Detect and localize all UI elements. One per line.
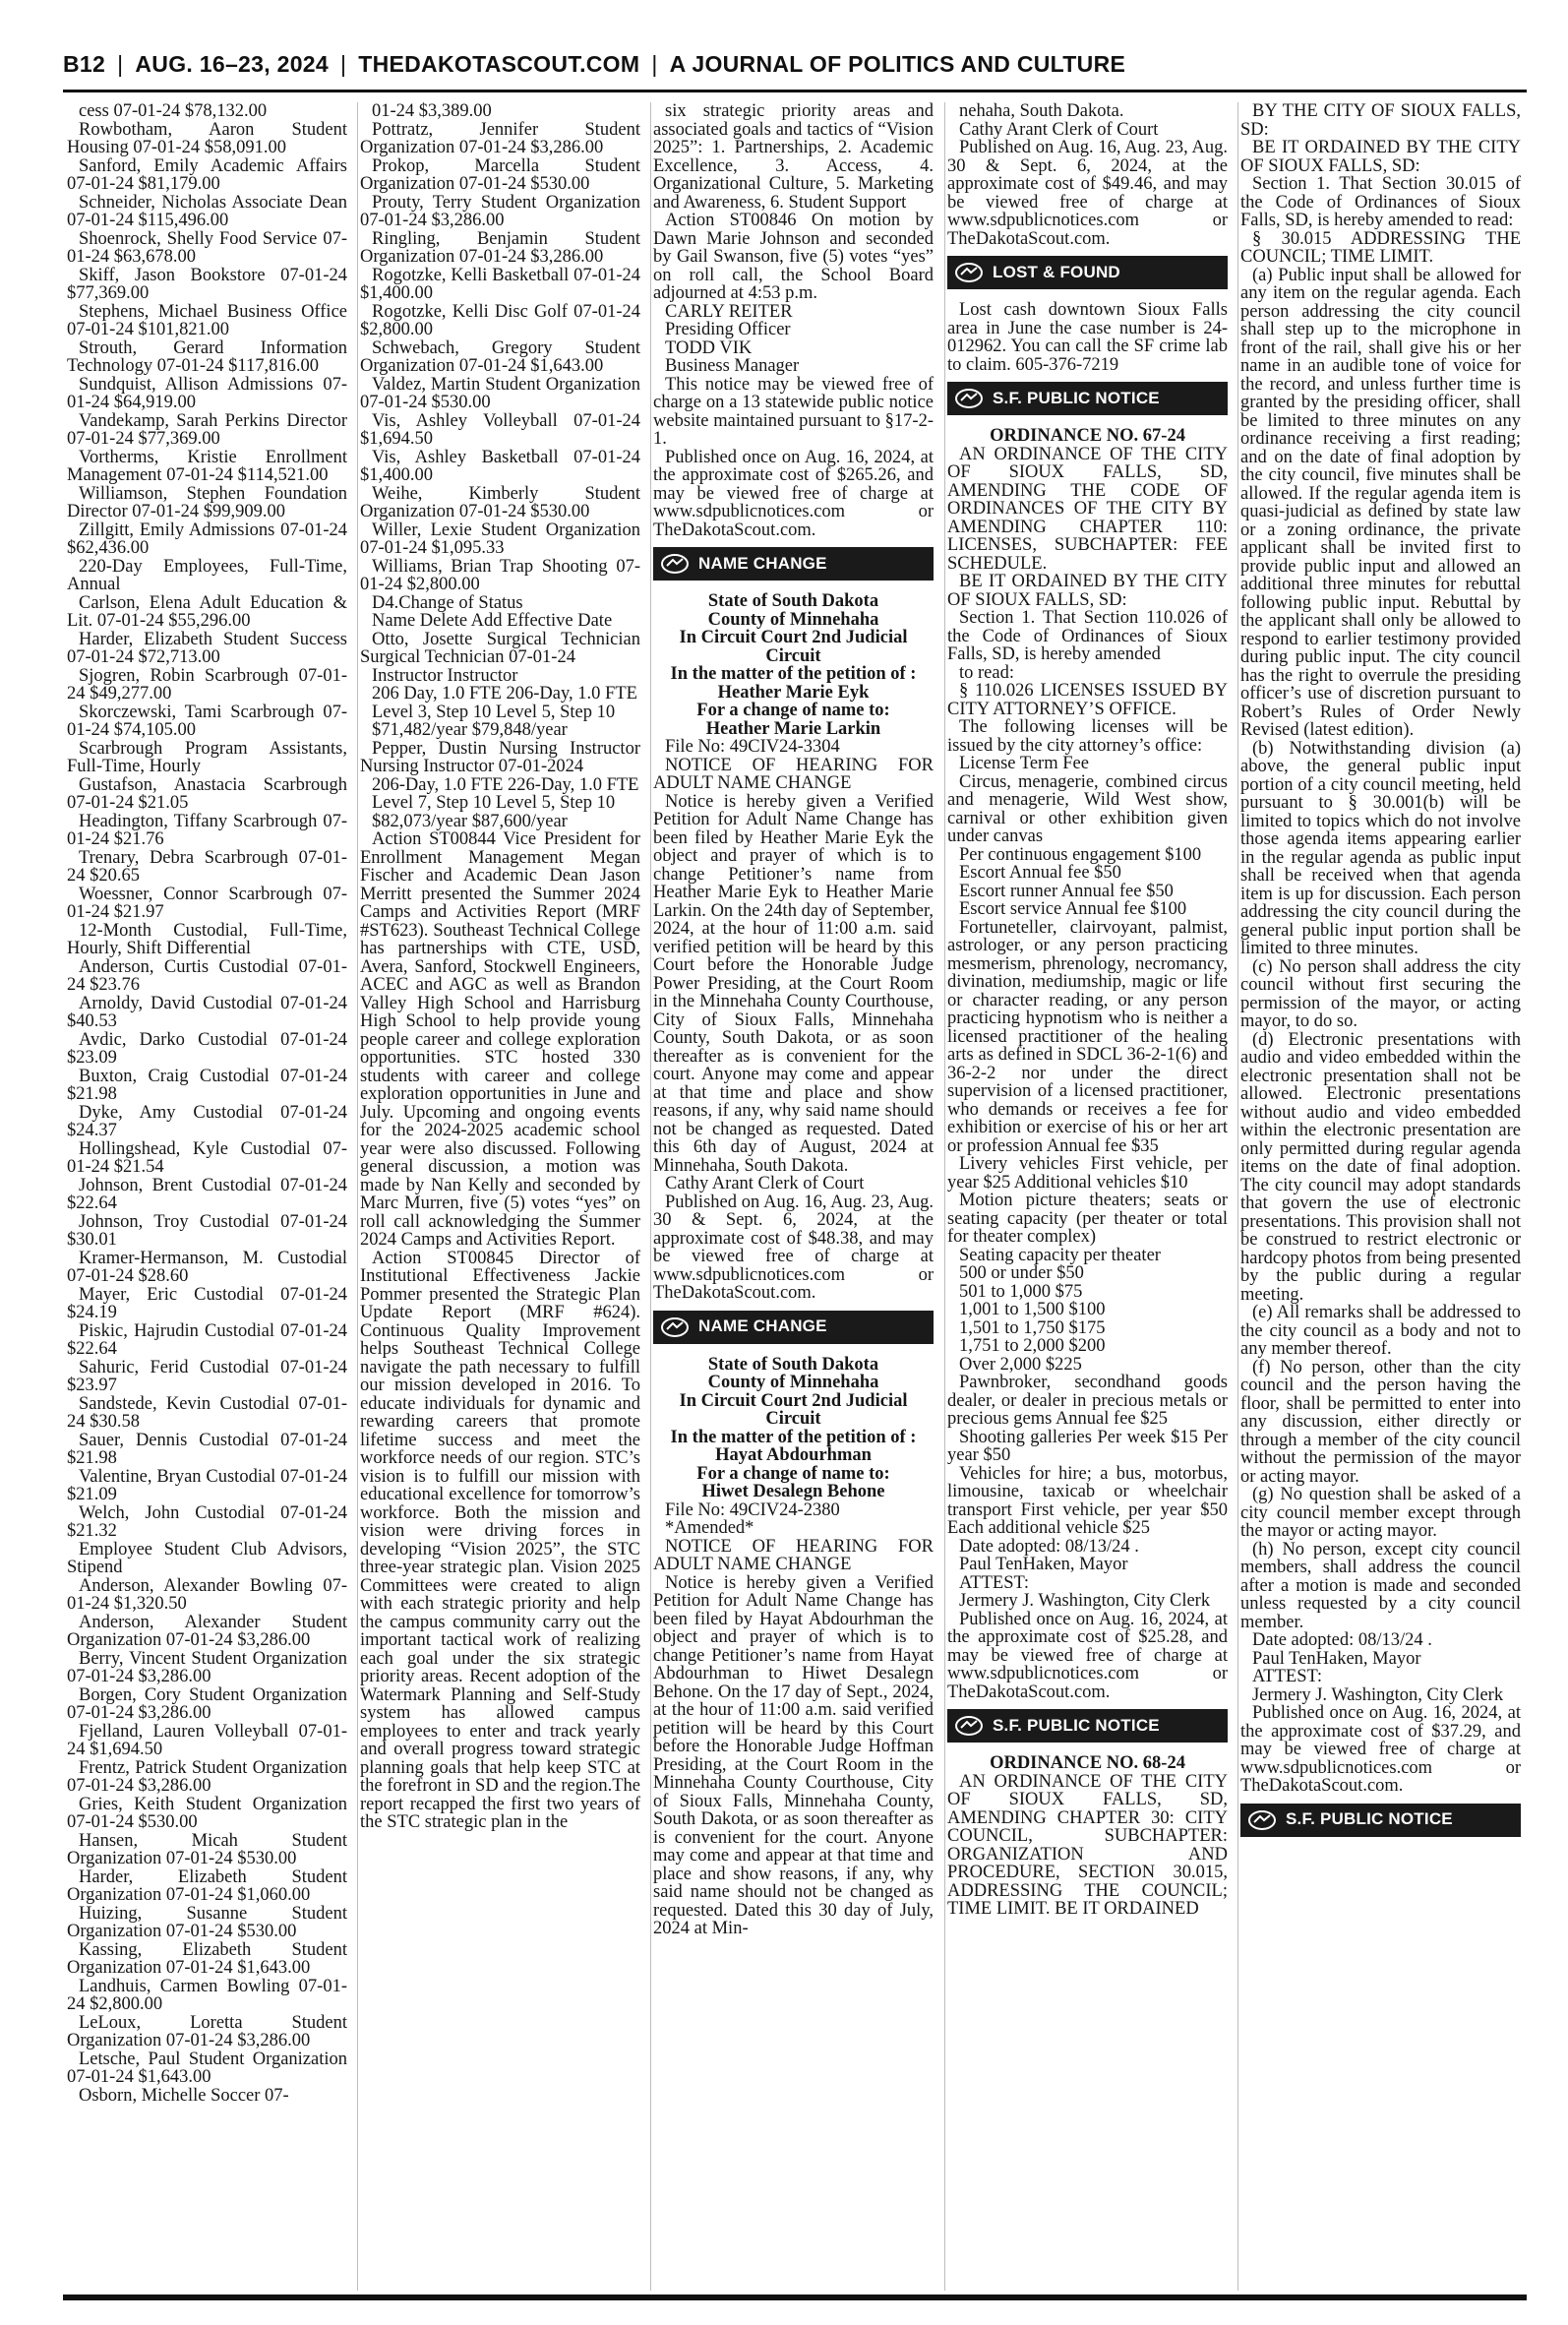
notice-paragraph: Buxton, Craig Custodial 07-01-24 $21.98 bbox=[67, 1066, 347, 1104]
notice-paragraph: Frentz, Patrick Student Organization 07-01-24 $3,286.00 bbox=[67, 1757, 347, 1796]
notice-paragraph: Mayer, Eric Custodial 07-01-24 $24.19 bbox=[67, 1284, 347, 1322]
notice-paragraph: Action ST00844 Vice President for Enrollment Management Megan Fischer and Academic Dean Jason Merritt presented the Summer 2024 Camps and Activities Report (MRF #ST623). Southeast Technical College has partnerships with CTE, USD, Avera, Sanford, Stockwell Engineers, ACEC and AGC as well as Brandon Valley High School and Harrisburg High School to help provide young people career and college exploration opportunities. STC hosted 330 students with career and college exploration opportunities in June and July. Upcoming and ongoing events for the 2024-2025 academic school year were also discussed. Following general discussion, a motion was made by Nan Kelly and seconded by Marc Murren, five (5) votes “yes” on roll call acknowledging the Summer 2024 Camps and Activities Report. bbox=[360, 829, 640, 1250]
section-title: NAME CHANGE bbox=[698, 1316, 827, 1336]
notice-paragraph: Sundquist, Allison Admissions 07-01-24 $64,919.00 bbox=[67, 374, 347, 412]
sf-public-notice-header bbox=[1240, 1804, 1521, 1837]
notice-paragraph: Willer, Lexie Student Organization 07-01-24 $1,095.33 bbox=[360, 520, 640, 558]
notice-paragraph: Sandstede, Kevin Custodial 07-01-24 $30.58 bbox=[67, 1393, 347, 1432]
notice-paragraph: (d) Electronic presentations with audio and video embedded within the electronic presentation shall not be allowed. Electronic presentations without audio and video embedded within the electronic presentation are only permitted during regular agenda items on the date of final adoption. The city council may adopt standards that govern the use of electronic presentations. This provision shall not be construed to restrict electronic or hardcopy photos from being presented by the public during a regular meeting. bbox=[1240, 1029, 1521, 1305]
notice-paragraph: Pottratz, Jennifer Student Organization 07-01-24 $3,286.00 bbox=[360, 119, 640, 157]
notice-paragraph: nehaha, South Dakota. bbox=[959, 102, 1124, 121]
notice-paragraph: TODD VIK bbox=[665, 337, 753, 358]
sf-public-notice-header bbox=[947, 1709, 1228, 1743]
notice-paragraph: Schwebach, Gregory Student Organization 07-01-24 $1,643.00 bbox=[360, 337, 640, 376]
c3b-list bbox=[653, 738, 934, 1303]
scout-logo-icon bbox=[659, 552, 691, 576]
notice-paragraph: 1,751 to 2,000 $200 bbox=[959, 1336, 1106, 1356]
notice-paragraph: Hiwet Desalegn Behone bbox=[701, 1482, 885, 1501]
notice-paragraph: Scarbrough Program Assistants, Full-Time, Hourly bbox=[67, 738, 347, 776]
notice-paragraph: Zillgitt, Emily Admissions 07-01-24 $62,436.00 bbox=[67, 520, 347, 558]
notice-paragraph: Action ST00846 On motion by Dawn Marie Johnson and seconded by Gail Swanson, five (5) votes “yes” on roll call, the School Board adjourned at 4:53 p.m. bbox=[653, 211, 934, 303]
notice-paragraph: For a change of name to: bbox=[696, 701, 890, 720]
notice-paragraph: For a change of name to: bbox=[696, 1463, 890, 1484]
notice-paragraph: Johnson, Troy Custodial 07-01-24 $30.01 bbox=[67, 1211, 347, 1250]
notice-paragraph: $82,073/year $87,600/year bbox=[372, 811, 568, 831]
notice-paragraph: Presiding Officer bbox=[665, 320, 791, 339]
notice-paragraph: Prouty, Terry Student Organization 07-01-24 $3,286.00 bbox=[360, 192, 640, 230]
notice-paragraph: Kassing, Elizabeth Student Organization 07-01-24 $1,643.00 bbox=[67, 1939, 347, 1978]
notice-paragraph: (b) Notwithstanding division (a) above, the general public input portion of a city council meeting, held pursuant to § 30.001(b) will be limited to topics which do not involve those agenda items appearing earlier in the regular agenda as public input shall be received when that agenda item is up for discussion. Each person addressing the city council during the general public input portion shall be limited to three minutes. bbox=[1240, 738, 1521, 958]
notice-paragraph: § 110.026 LICENSES ISSUED BY CITY ATTORNEY’S OFFICE. bbox=[947, 681, 1228, 719]
notice-paragraph: County of Minnehaha bbox=[707, 609, 879, 630]
masthead: B12 | AUG. 16–23, 2024 | THEDAKOTASCOUT.COM | A JOURNAL OF POLITICS AND CULTURE bbox=[63, 51, 1126, 77]
notice-paragraph: Lost cash downtown Sioux Falls area in June the case number is 24-012962. You can call the SF crime lab to claim. 605-376-7219 bbox=[947, 300, 1228, 375]
notice-paragraph: Livery vehicles First vehicle, per year $25 Additional vehicles $10 bbox=[947, 1154, 1228, 1193]
notice-paragraph: AN ORDINANCE OF THE CITY OF SIOUX FALLS, SD, AMENDING THE CODE OF ORDINANCES OF THE CITY BY AMENDING CHAPTER 110: LICENSES, SUBCHAPTER: FEE SCHEDULE. bbox=[947, 444, 1228, 574]
notice-paragraph: NOTICE OF HEARING FOR ADULT NAME CHANGE bbox=[653, 1536, 934, 1574]
notice-paragraph: $71,482/year $79,848/year bbox=[372, 720, 568, 740]
notice-paragraph: *Amended* bbox=[665, 1518, 754, 1538]
notice-paragraph: Published once on Aug. 16, 2024, at the approximate cost of $265.26, and may be viewed free of charge at www.sdpublicnotices.com or TheDakotaScout.com. bbox=[653, 447, 934, 540]
notice-paragraph: Vortherms, Kristie Enrollment Management 07-01-24 $114,521.00 bbox=[67, 447, 347, 485]
notice-paragraph: ATTEST: bbox=[1252, 1667, 1323, 1686]
page-number: B12 bbox=[63, 51, 106, 77]
notice-paragraph: Otto, Josette Surgical Technician Surgical Technician 07-01-24 bbox=[360, 629, 640, 667]
notice-paragraph: Skorczewski, Tami Scarbrough 07-01-24 $74,105.00 bbox=[67, 702, 347, 740]
notice-paragraph: Arnoldy, David Custodial 07-01-24 $40.53 bbox=[67, 993, 347, 1031]
notice-paragraph: Over 2,000 $225 bbox=[959, 1354, 1082, 1375]
notice-paragraph: 12-Month Custodial, Full-Time, Hourly, Shift Differential bbox=[67, 920, 347, 958]
notice-paragraph: cess 07-01-24 $78,132.00 bbox=[79, 102, 268, 121]
notice-paragraph: Level 3, Step 10 Level 5, Step 10 bbox=[372, 702, 616, 722]
column-4 bbox=[947, 102, 1228, 2291]
notice-paragraph: Circus, menagerie, combined circus and menagerie, Wild West show, carnival or other exhibition given under canvas bbox=[947, 771, 1228, 846]
notice-paragraph: Headington, Tiffany Scarbrough 07-01-24 $21.76 bbox=[67, 811, 347, 849]
notice-paragraph: Shooting galleries Per week $15 Per year $50 bbox=[947, 1427, 1228, 1465]
notice-paragraph: AN ORDINANCE OF THE CITY OF SIOUX FALLS, SD, AMENDING CHAPTER 30: CITY COUNCIL, SUBCHAPTER: ORGANIZATION AND PROCEDURE, SECTION 30.015, ADDRESSING THE COUNCIL; TIME LIMIT. BE IT ORDAINED bbox=[947, 1771, 1228, 1919]
c1-list bbox=[67, 102, 347, 2105]
notice-paragraph: ATTEST: bbox=[959, 1572, 1030, 1593]
notice-paragraph: Section 1. That Section 30.015 of the Code of Ordinances of Sioux Falls, SD, is hereby amended to read: bbox=[1240, 174, 1521, 230]
notice-paragraph: Ringling, Benjamin Student Organization 07-01-24 $3,286.00 bbox=[360, 228, 640, 267]
c4d-list bbox=[947, 1773, 1228, 1919]
notice-paragraph: In Circuit Court 2nd Judicial Circuit bbox=[679, 1390, 908, 1429]
notice-paragraph: File No: 49CIV24-3304 bbox=[665, 737, 840, 757]
notice-paragraph: Prokop, Marcella Student Organization 07-01-24 $530.00 bbox=[360, 155, 640, 194]
notice-paragraph: Avdic, Darko Custodial 07-01-24 $23.09 bbox=[67, 1029, 347, 1068]
notice-paragraph: 1,501 to 1,750 $175 bbox=[959, 1317, 1106, 1338]
c4c-list bbox=[947, 446, 1228, 1702]
c3c-list bbox=[653, 1501, 934, 1938]
notice-paragraph: Williams, Brian Trap Shooting 07-01-24 $2,800.00 bbox=[360, 556, 640, 594]
notice-paragraph: Anderson, Curtis Custodial 07-01-24 $23.76 bbox=[67, 956, 347, 995]
notice-paragraph: Stephens, Michael Business Office 07-01-24 $101,821.00 bbox=[67, 301, 347, 339]
notice-paragraph: Published once on Aug. 16, 2024, at the approximate cost of $25.28, and may be viewed free of charge at www.sdpublicnotices.com or TheDakotaScout.com. bbox=[947, 1609, 1228, 1702]
notice-paragraph: Harder, Elizabeth Student Success 07-01-24 $72,713.00 bbox=[67, 629, 347, 667]
notice-paragraph: CARLY REITER bbox=[665, 301, 793, 322]
notice-paragraph: 500 or under $50 bbox=[959, 1263, 1084, 1283]
notice-paragraph: In the matter of the petition of : bbox=[670, 664, 917, 684]
notice-paragraph: Motion picture theaters; seats or seating capacity (per theater or total for theater complex) bbox=[947, 1191, 1228, 1247]
section-title: S.F. PUBLIC NOTICE bbox=[1286, 1809, 1453, 1829]
column-divider bbox=[650, 102, 651, 2291]
notice-paragraph: Rogotzke, Kelli Disc Golf 07-01-24 $2,800.00 bbox=[360, 301, 640, 339]
notice-paragraph: In Circuit Court 2nd Judicial Circuit bbox=[679, 628, 908, 666]
notice-paragraph: Instructor Instructor bbox=[372, 665, 518, 686]
notice-paragraph: Jermery J. Washington, City Clerk bbox=[1252, 1684, 1504, 1705]
notice-paragraph: Section 1. That Section 110.026 of the Code of Ordinances of Sioux Falls, SD, is hereby amended bbox=[947, 608, 1228, 664]
notice-paragraph: NOTICE OF HEARING FOR ADULT NAME CHANGE bbox=[653, 755, 934, 793]
scout-logo-icon bbox=[953, 261, 985, 284]
notice-paragraph: Published on Aug. 16, Aug. 23, Aug. 30 & Sept. 6, 2024, at the approximate cost of $49.46, and may be viewed free of charge at www.sdpublicnotices.com or TheDakotaScout.com. bbox=[947, 138, 1228, 249]
notice-paragraph: Sauer, Dennis Custodial 07-01-24 $21.98 bbox=[67, 1430, 347, 1468]
c4b-list bbox=[947, 301, 1228, 374]
notice-paragraph: (g) No question shall be asked of a city council member except through the mayor or acting mayor. bbox=[1240, 1485, 1521, 1541]
notice-paragraph: Vandekamp, Sarah Perkins Director 07-01-24 $77,369.00 bbox=[67, 410, 347, 449]
notice-paragraph: Anderson, Alexander Student Organization 07-01-24 $3,286.00 bbox=[67, 1612, 347, 1650]
notice-paragraph: Notice is hereby given a Verified Petition for Adult Name Change has been filed by Hayat Abdourhman the object and prayer of which is to change Petitioner’s name from Hayat Abdourhman to Hiwet Desalegn Behone. On the 17 day of Sept., 2024, at the hour of 11:00 a.m. said verified petition will be heard by this Court before the Honorable Judge Hoffman Presiding, at the Court Room in the Minnehaha County Courthouse, City of Sioux Falls, Minnehaha County, South Dakota, or as soon thereafter as is convenient for the court. Anyone may come and appear at that time and place and show reasons, if any, why said name should not be changed as requested. Dated this 30 day of July, 2024 at Min- bbox=[653, 1572, 934, 1938]
notice-paragraph: (c) No person shall address the city council without first securing the permission of the mayor, or acting mayor, to do so. bbox=[1240, 956, 1521, 1031]
notice-paragraph: State of South Dakota bbox=[707, 1354, 879, 1375]
section-title: S.F. PUBLIC NOTICE bbox=[993, 1715, 1160, 1735]
c5-list bbox=[1240, 102, 1521, 1796]
notice-paragraph: County of Minnehaha bbox=[707, 1373, 879, 1392]
notice-paragraph: Welch, John Custodial 07-01-24 $21.32 bbox=[67, 1502, 347, 1541]
notice-paragraph: BY THE CITY OF SIOUX FALLS, SD: bbox=[1240, 102, 1521, 140]
notice-paragraph: Published once on Aug. 16, 2024, at the approximate cost of $37.29, and may be viewed free of charge at www.sdpublicnotices.com or TheDakotaScout.com. bbox=[1240, 1703, 1521, 1796]
notice-paragraph: Sjogren, Robin Scarbrough 07-01-24 $49,277.00 bbox=[67, 665, 347, 704]
notice-paragraph: BE IT ORDAINED BY THE CITY OF SIOUX FALLS, SD: bbox=[1240, 138, 1521, 176]
notice-paragraph: Skiff, Jason Bookstore 07-01-24 $77,369.00 bbox=[67, 265, 347, 303]
notice-paragraph: Rogotzke, Kelli Basketball 07-01-24 $1,400.00 bbox=[360, 265, 640, 303]
notice-paragraph: Hansen, Micah Student Organization 07-01-24 $530.00 bbox=[67, 1830, 347, 1868]
scout-logo-icon bbox=[1246, 1808, 1278, 1832]
notice-paragraph: Fjelland, Lauren Volleyball 07-01-24 $1,694.50 bbox=[67, 1721, 347, 1759]
notice-paragraph: six strategic priority areas and associated goals and tactics of “Vision 2025”: 1. Partnerships, 2. Academic Excellence, 3. Access, 4. Organizational Culture, 5. Marketing and Awareness, 6. Student Support bbox=[653, 102, 934, 213]
notice-paragraph: Date adopted: 08/13/24 . bbox=[1252, 1630, 1432, 1650]
notice-paragraph: (f) No person, other than the city council and the person having the floor, shall be permitted to enter into any discussion, either directly or through a member of the city council without the permission of the mayor or acting mayor. bbox=[1240, 1357, 1521, 1487]
column-1 bbox=[67, 102, 347, 2291]
ordinance-title: ORDINANCE NO. 68-24 bbox=[990, 1753, 1185, 1773]
notice-paragraph: Sahuric, Ferid Custodial 07-01-24 $23.97 bbox=[67, 1357, 347, 1395]
notice-paragraph: LeLoux, Loretta Student Organization 07-01-24 $3,286.00 bbox=[67, 2012, 347, 2050]
notice-paragraph: Name Delete Add Effective Date bbox=[372, 611, 613, 631]
notice-paragraph: Vis, Ashley Volleyball 07-01-24 $1,694.50 bbox=[360, 410, 640, 449]
notice-paragraph: Piskic, Hajrudin Custodial 07-01-24 $22.64 bbox=[67, 1320, 347, 1359]
section-title: S.F. PUBLIC NOTICE bbox=[993, 388, 1160, 407]
column-divider bbox=[357, 102, 358, 2291]
scout-logo-icon bbox=[953, 1714, 985, 1738]
notice-paragraph: 220-Day Employees, Full-Time, Annual bbox=[67, 556, 347, 594]
notice-paragraph: Notice is hereby given a Verified Petition for Adult Name Change has been filed by Heather Marie Eyk the object and prayer of which is to change Petitioner’s name from Heather Marie Eyk to Heather Marie Larkin. On the 24th day of September, 2024, at the hour of 11:00 a.m. said verified petition will be heard by this Court before the Honorable Judge Power Presiding, at the Court Room in the Minnehaha County Courthouse, City of Sioux Falls, Minnehaha County, South Dakota, or as soon thereafter as is convenient for the court. Anyone may come and appear at that time and place and show reasons, if any, why said name should not be changed as requested. Dated this 6th day of August, 2024 at Minnehaha, South Dakota. bbox=[653, 791, 934, 1176]
notice-paragraph: Cathy Arant Clerk of Court bbox=[959, 119, 1159, 140]
notice-paragraph: Gustafson, Anastacia Scarbrough 07-01-24 $21.05 bbox=[67, 774, 347, 813]
notice-paragraph: Paul TenHaken, Mayor bbox=[1252, 1648, 1421, 1669]
notice-paragraph: 206 Day, 1.0 FTE 206-Day, 1.0 FTE bbox=[372, 684, 637, 704]
notice-paragraph: In the matter of the petition of : bbox=[670, 1427, 917, 1447]
notice-paragraph: Heather Marie Larkin bbox=[705, 718, 881, 739]
notice-paragraph: Shoenrock, Shelly Food Service 07-01-24 $63,678.00 bbox=[67, 228, 347, 267]
c3c-head bbox=[653, 1356, 934, 1501]
notice-paragraph: Weihe, Kimberly Student Organization 07-01-24 $530.00 bbox=[360, 483, 640, 521]
notice-paragraph: Berry, Vincent Student Organization 07-01-24 $3,286.00 bbox=[67, 1648, 347, 1686]
notice-paragraph: D4.Change of Status bbox=[372, 592, 523, 613]
notice-paragraph: Trenary, Debra Scarbrough 07-01-24 $20.65 bbox=[67, 847, 347, 886]
notice-paragraph: Jermery J. Washington, City Clerk bbox=[959, 1591, 1211, 1611]
notice-paragraph: Strouth, Gerard Information Technology 07-01-24 $117,816.00 bbox=[67, 337, 347, 376]
notice-paragraph: Per continuous engagement $100 bbox=[959, 844, 1202, 865]
notice-paragraph: Cathy Arant Clerk of Court bbox=[665, 1174, 865, 1193]
notice-paragraph: Woessner, Connor Scarbrough 07-01-24 $21.97 bbox=[67, 884, 347, 922]
issue-date: AUG. 16–23, 2024 bbox=[135, 51, 329, 77]
notice-paragraph: Escort service Annual fee $100 bbox=[959, 899, 1187, 919]
notice-paragraph: Seating capacity per theater bbox=[959, 1245, 1161, 1265]
notice-paragraph: Hayat Abdourhman bbox=[715, 1445, 872, 1465]
column-5 bbox=[1240, 102, 1521, 2291]
notice-paragraph: BE IT ORDAINED BY THE CITY OF SIOUX FALLS, SD: bbox=[947, 572, 1228, 610]
notice-paragraph: Huizing, Susanne Student Organization 07-01-24 $530.00 bbox=[67, 1903, 347, 1941]
notice-paragraph: to read: bbox=[959, 662, 1014, 683]
section-title: LOST & FOUND bbox=[993, 262, 1120, 281]
notice-paragraph: Osborn, Michelle Soccer 07- bbox=[79, 2085, 289, 2106]
c3a-list bbox=[653, 102, 934, 539]
column-divider bbox=[1237, 102, 1238, 2291]
tagline: A JOURNAL OF POLITICS AND CULTURE bbox=[669, 51, 1126, 77]
footer-rule bbox=[63, 2294, 1527, 2300]
notice-paragraph: Rowbotham, Aaron Student Housing 07-01-24 $58,091.00 bbox=[67, 119, 347, 157]
notice-paragraph: Vehicles for hire; a bus, motorbus, limousine, taxicab or wheelchair transport First vehicle, per year $50 Each additional vehicle $25 bbox=[947, 1463, 1228, 1538]
notice-paragraph: State of South Dakota bbox=[707, 591, 879, 611]
column-divider bbox=[944, 102, 945, 2291]
notice-paragraph: Letsche, Paul Student Organization 07-01-24 $1,643.00 bbox=[67, 2049, 347, 2087]
notice-paragraph: Harder, Elizabeth Student Organization 07-01-24 $1,060.00 bbox=[67, 1866, 347, 1905]
notice-paragraph: (h) No person, except city council members, shall address the council after a motion is made and seconded unless requested by a city council member. bbox=[1240, 1539, 1521, 1632]
notice-paragraph: Schneider, Nicholas Associate Dean 07-01-24 $115,496.00 bbox=[67, 192, 347, 230]
notice-paragraph: The following licenses will be issued by the city attorney’s office: bbox=[947, 717, 1228, 756]
notice-paragraph: License Term Fee bbox=[959, 754, 1089, 773]
notice-paragraph: Kramer-Hermanson, M. Custodial 07-01-24 $28.60 bbox=[67, 1248, 347, 1286]
notice-paragraph: Action ST00845 Director of Institutional Effectiveness Jackie Pommer presented the Strategic Plan Update Report (MRF #624). Continuous Quality Improvement helps Southeast Technical College navigate the path necessary to fulfill our mission developed in 2016. To educate individuals for dynamic and rewarding careers that promote lifetime success and meet the workforce needs of our region. STC’s vision is to fulfill our mission with educational excellence for tomorrow’s workforce. Both the mission and vision were driving forces in developing “Vision 2025”, the STC three-year strategic plan. Vision 2025 Committees were created to align with each strategic priority and help the campus community carry out the important tactical work of realizing each goal under the six strategic priority areas. Recent adoption of the Watermark Planning and Self-Study system has allowed campus employees to enter and track yearly and overall progress toward strategic planning goals that help keep STC at the forefront in SD and the region.The report recapped the first two years of the STC strategic plan in the bbox=[360, 1248, 640, 1832]
notice-paragraph: Gries, Keith Student Organization 07-01-24 $530.00 bbox=[67, 1794, 347, 1832]
notice-paragraph: (e) All remarks shall be addressed to the city council as a body and not to any member thereof. bbox=[1240, 1303, 1521, 1359]
notice-paragraph: Pawnbroker, secondhand goods dealer, or dealer in precious metals or precious gems Annual fee $25 bbox=[947, 1373, 1228, 1429]
ordinance-title: ORDINANCE NO. 67-24 bbox=[990, 426, 1185, 446]
notice-paragraph: Hollingshead, Kyle Custodial 07-01-24 $21.54 bbox=[67, 1138, 347, 1177]
notice-paragraph: Carlson, Elena Adult Education & Lit. 07-01-24 $55,296.00 bbox=[67, 592, 347, 631]
column-2 bbox=[360, 102, 640, 2291]
notice-paragraph: Fortuneteller, clairvoyant, palmist, astrologer, or any person practicing mesmerism, phrenology, necromancy, divination, mediumship, magic or life or character reading, or any person practicing hypnotism who is neither a licensed practitioner of the healing arts as defined in SDCL 36-2-1(6) and 36-2-2 nor under the direct supervision of a licensed practitioner, who demands or receives a fee for exhibition or exercise of his or her art or profession Annual fee $35 bbox=[947, 917, 1228, 1156]
notice-paragraph: Williamson, Stephen Foundation Director 07-01-24 $99,909.00 bbox=[67, 483, 347, 521]
c2-list bbox=[360, 102, 640, 1832]
notice-paragraph: Paul TenHaken, Mayor bbox=[959, 1555, 1128, 1574]
notice-paragraph: § 30.015 ADDRESSING THE COUNCIL; TIME LIMIT. bbox=[1240, 228, 1521, 267]
notice-paragraph: Anderson, Alexander Bowling 07-01-24 $1,320.50 bbox=[67, 1575, 347, 1614]
notice-paragraph: Vis, Ashley Basketball 07-01-24 $1,400.00 bbox=[360, 447, 640, 485]
notice-paragraph: 1,001 to 1,500 $100 bbox=[959, 1300, 1106, 1319]
masthead-rule bbox=[63, 90, 1527, 92]
notice-paragraph: Sanford, Emily Academic Affairs 07-01-24 $81,179.00 bbox=[67, 155, 347, 194]
notice-paragraph: Pepper, Dustin Nursing Instructor Nursing Instructor 07-01-2024 bbox=[360, 738, 640, 776]
notice-paragraph: This notice may be viewed free of charge on a 13 statewide public notice website maintained pursuant to §17-2-1. bbox=[653, 374, 934, 449]
section-title: NAME CHANGE bbox=[698, 553, 827, 573]
notice-paragraph: Date adopted: 08/13/24 . bbox=[959, 1536, 1139, 1557]
c3b-head bbox=[653, 592, 934, 738]
notice-paragraph: Employee Student Club Advisors, Stipend bbox=[67, 1539, 347, 1577]
c4a-list bbox=[947, 102, 1228, 248]
scout-logo-icon bbox=[659, 1315, 691, 1339]
notice-paragraph: Published on Aug. 16, Aug. 23, Aug. 30 & Sept. 6, 2024, at the approximate cost of $48.38, and may be viewed free of charge at www.sdpublicnotices.com or TheDakotaScout.com. bbox=[653, 1192, 934, 1303]
notice-paragraph: Escort Annual fee $50 bbox=[959, 863, 1121, 883]
notice-paragraph: Dyke, Amy Custodial 07-01-24 $24.37 bbox=[67, 1102, 347, 1140]
notice-paragraph: Landhuis, Carmen Bowling 07-01-24 $2,800.00 bbox=[67, 1976, 347, 2014]
notice-paragraph: File No: 49CIV24-2380 bbox=[665, 1499, 840, 1520]
notice-paragraph: Valentine, Bryan Custodial 07-01-24 $21.09 bbox=[67, 1466, 347, 1504]
notice-paragraph: Level 7, Step 10 Level 5, Step 10 bbox=[372, 793, 616, 813]
name-change-header bbox=[653, 547, 934, 581]
notice-paragraph: 01-24 $3,389.00 bbox=[372, 102, 492, 121]
notice-paragraph: Escort runner Annual fee $50 bbox=[959, 881, 1174, 901]
notice-paragraph: Heather Marie Eyk bbox=[717, 682, 870, 703]
notice-paragraph: Borgen, Cory Student Organization 07-01-24 $3,286.00 bbox=[67, 1684, 347, 1723]
notice-paragraph: (a) Public input shall be allowed for any item on the regular agenda. Each person addressing the city council shall step up to the microphone in front of the rail, shall give his or her name in an audible tone of voice for the record, and unless further time is granted by the presiding officer, shall be limited to three minutes on any ordinance receiving a first reading; and on the date of final adoption by the city council, five minutes shall be allowed. If the regular agenda item is quasi-judicial as defined by state law or a zoning ordinance, the private applicant shall be invited first to provide public input and allowed an additional three minutes for rebuttal following public input. Rebuttal by the applicant shall only be allowed to respond to earlier testimony provided during public input. The city council has the right to overrule the presiding officer’s use of discretion pursuant to Robert’s Rules of Order Newly Revised (latest edition). bbox=[1240, 265, 1521, 740]
notice-paragraph: 501 to 1,000 $75 bbox=[959, 1281, 1083, 1302]
notice-paragraph: Johnson, Brent Custodial 07-01-24 $22.64 bbox=[67, 1175, 347, 1213]
name-change-header bbox=[653, 1311, 934, 1344]
scout-logo-icon bbox=[953, 387, 985, 410]
sf-public-notice-header bbox=[947, 382, 1228, 415]
notice-paragraph: 206-Day, 1.0 FTE 226-Day, 1.0 FTE bbox=[372, 774, 639, 795]
lost-found-header bbox=[947, 256, 1228, 289]
column-3 bbox=[653, 102, 934, 2291]
site-link[interactable]: THEDAKOTASCOUT.COM bbox=[358, 51, 640, 77]
notice-paragraph: Valdez, Martin Student Organization 07-01-24 $530.00 bbox=[360, 374, 640, 412]
notice-paragraph: Business Manager bbox=[665, 356, 800, 376]
